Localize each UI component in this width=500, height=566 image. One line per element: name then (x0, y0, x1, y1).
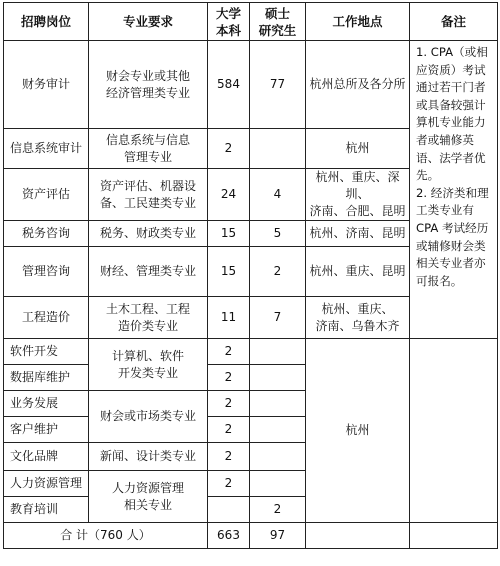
cell-location: 杭州、济南、昆明 (306, 221, 410, 247)
cell-bachelor: 15 (208, 247, 250, 297)
cell-bachelor: 2 (208, 391, 250, 417)
cell-position: 数据库维护 (4, 365, 89, 391)
cell-bachelor: 2 (208, 471, 250, 497)
cell-master: 4 (250, 169, 306, 221)
cell-master: 5 (250, 221, 306, 247)
cell-master (250, 391, 306, 417)
cell-major: 计算机、软件 开发类专业 (89, 339, 208, 391)
cell-position: 软件开发 (4, 339, 89, 365)
total-row (4, 523, 498, 549)
cell-position: 人力资源管理 (4, 471, 89, 497)
header-location: 工作地点 (306, 3, 410, 41)
cell-bachelor: 2 (208, 443, 250, 471)
cell-master (250, 365, 306, 391)
cell-location: 杭州总所及各分所 (306, 41, 410, 129)
header-position: 招聘岗位 (4, 3, 89, 41)
cell-bachelor: 2 (208, 339, 250, 365)
cell-position: 财务审计 (4, 41, 89, 129)
cell-bachelor (208, 497, 250, 523)
cell-location: 杭州、重庆、昆明 (306, 247, 410, 297)
cell-bachelor: 2 (208, 417, 250, 443)
header-row (4, 3, 498, 41)
total-location-empty (306, 523, 410, 549)
cell-note-empty (410, 339, 498, 523)
cell-bachelor: 24 (208, 169, 250, 221)
cell-location: 杭州、重庆、深圳、 济南、合肥、昆明 (306, 169, 410, 221)
cell-master (250, 417, 306, 443)
cell-major: 资产评估、机器设 备、工民建类专业 (89, 169, 208, 221)
cell-major: 人力资源管理 相关专业 (89, 471, 208, 523)
cell-position: 信息系统审计 (4, 129, 89, 169)
cell-master (250, 339, 306, 365)
cell-master: 7 (250, 297, 306, 339)
cell-major: 税务、财政类专业 (89, 221, 208, 247)
cell-position: 税务咨询 (4, 221, 89, 247)
cell-location: 杭州、重庆、 济南、乌鲁木齐 (306, 297, 410, 339)
cell-location: 杭州 (306, 129, 410, 169)
cell-master (250, 443, 306, 471)
cell-major: 财经、管理类专业 (89, 247, 208, 297)
cell-major: 财会或市场类专业 (89, 391, 208, 443)
recruitment-table (3, 2, 498, 549)
cell-master (250, 129, 306, 169)
cell-position: 资产评估 (4, 169, 89, 221)
cell-major: 财会专业或其他 经济管理类专业 (89, 41, 208, 129)
cell-master: 2 (250, 497, 306, 523)
table-row (4, 41, 498, 129)
cell-position: 管理咨询 (4, 247, 89, 297)
cell-major: 信息系统与信息 管理专业 (89, 129, 208, 169)
cell-bachelor: 11 (208, 297, 250, 339)
header-major: 专业要求 (89, 3, 208, 41)
cell-position: 工程造价 (4, 297, 89, 339)
cell-position: 客户维护 (4, 417, 89, 443)
header-note: 备注 (410, 3, 498, 41)
total-label: 合 计（760 人） (4, 523, 208, 549)
cell-bachelor: 2 (208, 129, 250, 169)
cell-master: 77 (250, 41, 306, 129)
note-cell: 1. CPA（或相应资质）考试通过若干门者 或具备较强计算机专业能力者或辅修英语、法学者优先。 2. 经济类和理工类专业有CPA 考试经历或辅修财会类相关专业者亦可报名。 (410, 41, 498, 339)
header-bachelor: 大学 本科 (208, 3, 250, 41)
cell-master: 2 (250, 247, 306, 297)
cell-major: 新闻、设计类专业 (89, 443, 208, 471)
table-row (4, 339, 498, 365)
total-bachelor: 663 (208, 523, 250, 549)
total-note-empty (410, 523, 498, 549)
header-master: 硕士 研究生 (250, 3, 306, 41)
cell-bachelor: 584 (208, 41, 250, 129)
cell-location: 杭州 (306, 339, 410, 523)
total-master: 97 (250, 523, 306, 549)
cell-master (250, 471, 306, 497)
cell-bachelor: 2 (208, 365, 250, 391)
cell-major: 土木工程、工程 造价类专业 (89, 297, 208, 339)
cell-position: 教育培训 (4, 497, 89, 523)
cell-position: 业务发展 (4, 391, 89, 417)
cell-bachelor: 15 (208, 221, 250, 247)
cell-position: 文化品牌 (4, 443, 89, 471)
